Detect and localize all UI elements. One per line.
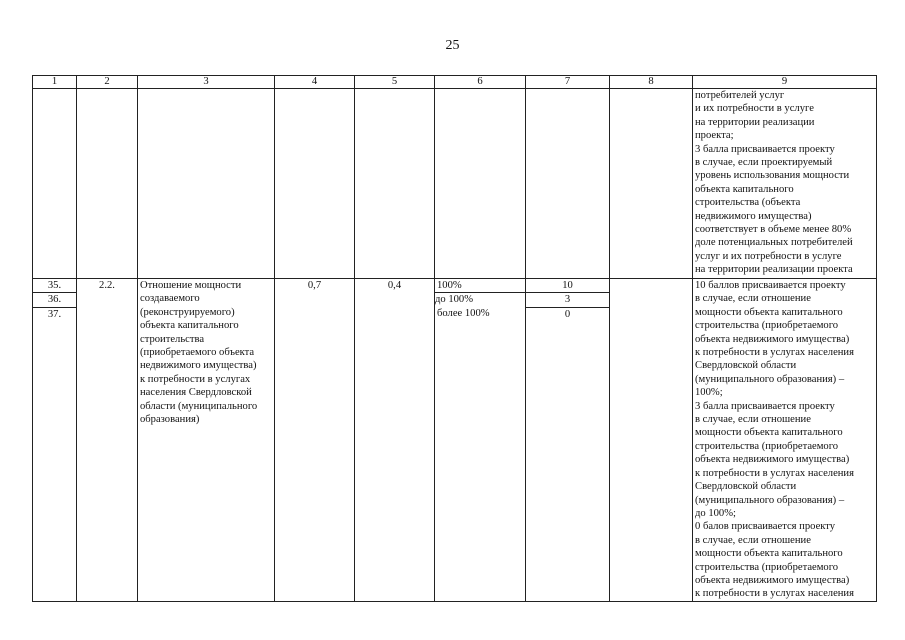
text-line: объекта недвижимого имущества)	[695, 333, 850, 345]
row-number: 36.	[33, 292, 77, 306]
score-value: 0	[526, 307, 609, 321]
text-line: строительства (приобретаемого	[695, 561, 839, 573]
row-numbers-cell	[33, 279, 77, 602]
criterion-name	[138, 279, 275, 602]
column-header: 9	[693, 76, 877, 89]
text-line: 3 балла присваивается проекту	[695, 400, 835, 412]
row-number: 37.	[33, 307, 77, 321]
score-value: 3	[526, 292, 610, 306]
text-line: к потребности в услугах	[140, 373, 251, 385]
cell-empty	[610, 279, 693, 602]
text-line: услуг и их потребности в услуге	[695, 250, 842, 262]
score-value: 10	[562, 280, 573, 291]
text-line: Свердловской области	[695, 481, 797, 493]
text-line: (муниципального образования) –	[695, 373, 845, 385]
criterion-value: более 100%	[437, 307, 490, 319]
text-line: 0 балов присваивается проекту	[695, 521, 836, 533]
column-header: 1	[33, 76, 77, 89]
criteria-table	[32, 75, 877, 602]
column-header: 5	[355, 76, 435, 89]
text-line: строительства (объекта	[695, 197, 801, 209]
column-header: 4	[275, 76, 355, 89]
column-header: 8	[610, 76, 693, 89]
criterion-code: 2.2.	[77, 279, 138, 602]
text-line: на территории реализации	[695, 116, 815, 128]
text-line: недвижимого имущества)	[140, 360, 257, 372]
text-line: до 100%;	[695, 507, 736, 519]
criterion-value: до 100%	[435, 292, 526, 306]
weight-value: 0,7	[275, 279, 355, 602]
text-line: к потребности в услугах населения	[695, 588, 854, 600]
text-line: доле потенциальных потребителей	[695, 237, 853, 249]
text-line: 100%;	[695, 387, 723, 399]
text-line: строительства	[140, 333, 205, 345]
values-cell	[435, 279, 526, 602]
text-line: мощности объекта капитального	[695, 427, 843, 439]
column-header: 6	[435, 76, 526, 89]
column-header: 2	[77, 76, 138, 89]
text-line: объекта недвижимого имущества)	[695, 454, 850, 466]
cell-empty	[610, 89, 693, 279]
text-line: недвижимого имущества)	[695, 210, 812, 222]
column-header: 3	[138, 76, 275, 89]
text-line: соответствует в объеме менее 80%	[695, 224, 852, 236]
text-line: объекта капитального	[140, 320, 239, 332]
text-line: и их потребности в услуге	[695, 103, 814, 115]
criterion-row	[33, 279, 877, 602]
cell-empty	[526, 89, 610, 279]
cell-empty	[355, 89, 435, 279]
text-line: к потребности в услугах населения	[695, 467, 854, 479]
cell-empty	[435, 89, 526, 279]
text-line: образования)	[140, 414, 200, 426]
text-line: Отношение мощности	[140, 280, 242, 291]
text-line: населения Свердловской	[140, 387, 252, 399]
text-line: в случае, если отношение	[695, 414, 811, 426]
scores-cell	[526, 279, 610, 602]
continued-description	[693, 89, 877, 279]
text-line: в случае, если отношение	[695, 293, 811, 305]
cell-empty	[33, 89, 77, 279]
text-line: строительства (приобретаемого	[695, 320, 839, 332]
criterion-description	[693, 279, 877, 602]
text-line: в случае, если проектируемый	[695, 157, 833, 169]
text-line: мощности объекта капитального	[695, 548, 843, 560]
page-number: 25	[445, 38, 460, 53]
text-line: в случае, если отношение	[695, 534, 811, 546]
column-header: 7	[526, 76, 610, 89]
text-line: области (муниципального	[140, 400, 258, 412]
text-line: к потребности в услугах населения	[695, 347, 854, 359]
text-line: строительства (приобретаемого	[695, 440, 839, 452]
text-line: (приобретаемого объекта	[140, 347, 255, 359]
text-line: уровень использования мощности	[695, 170, 850, 182]
text-line: объекта недвижимого имущества)	[695, 574, 850, 586]
text-line: (реконструируемого)	[140, 306, 235, 318]
cell-empty	[138, 89, 275, 279]
text-line: объекта капитального	[695, 183, 794, 195]
text-line: 3 балла присваивается проекту	[695, 143, 835, 155]
coefficient-value: 0,4	[355, 279, 435, 602]
text-line: 10 баллов присваивается проекту	[695, 280, 846, 291]
text-line: потребителей услуг	[695, 90, 785, 101]
cell-empty	[77, 89, 138, 279]
text-line: проекта;	[695, 130, 734, 142]
row-number: 35.	[47, 280, 62, 291]
text-line: Свердловской области	[695, 360, 797, 372]
text-line: создаваемого	[140, 293, 200, 305]
text-line: мощности объекта капитального	[695, 306, 843, 318]
text-line: на территории реализации проекта	[695, 264, 853, 276]
criterion-value: 100%	[437, 280, 462, 291]
column-header-row	[33, 76, 877, 89]
cell-empty	[275, 89, 355, 279]
continued-row	[33, 89, 877, 279]
text-line: (муниципального образования) –	[695, 494, 845, 506]
